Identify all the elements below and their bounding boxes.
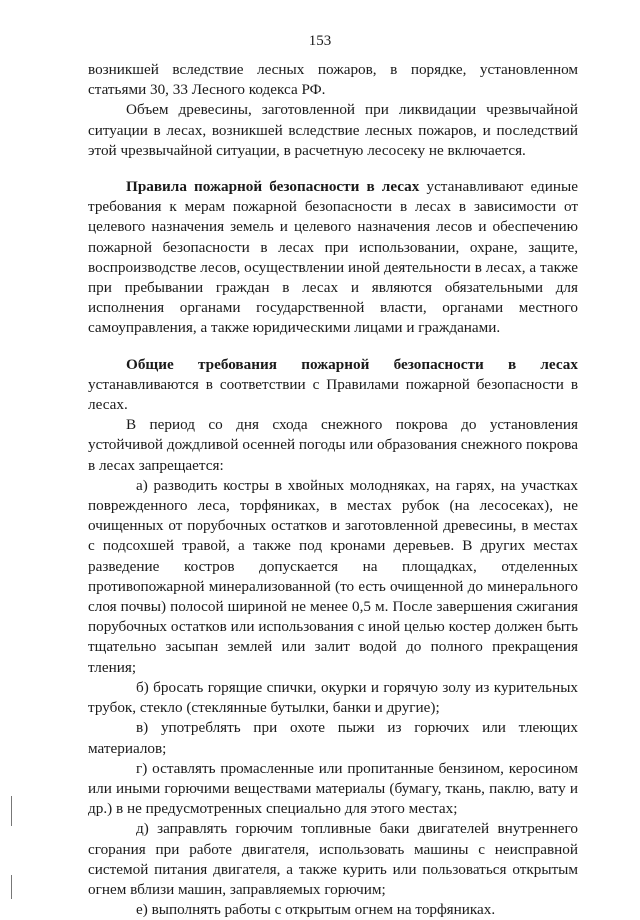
- paragraph: устанавливаются в соответствии с Правилами пожарной безопасности в лесах.: [88, 375, 578, 414]
- list-item: г) оставлять промасленные или пропитанные бензином, керосином или иными горючими веществами материалы (бумагу, ткань, паклю, вату и др.) в не предусмотренных специально для этого местах;: [88, 759, 578, 818]
- heading-word: лесах: [540, 355, 578, 373]
- heading-word: пожарной: [301, 355, 370, 373]
- page-body: [88, 60, 578, 920]
- heading-word: Общие: [126, 355, 174, 373]
- scan-margin-mark: [11, 796, 12, 826]
- list-item: д) заправлять горючим топливные баки двигателей внутреннего сгорания при работе двигателя, использовать машины с неисправной системой питания двигателя, а также курить или пользоваться открытым огнем вблизи машин, заправляемых горючим;: [88, 820, 578, 898]
- bold-term: Правила пожарной безопасности в лесах: [126, 178, 420, 196]
- list-item: в) употреблять при охоте пыжи из горючих или тлеющих материалов;: [88, 719, 578, 757]
- heading-word: в: [507, 355, 517, 373]
- paragraph-text: устанавливают единые требования к мерам пожарной безопасности в лесах в зависимости от целевого назначения земель и целевого назначения лесов и обеспечению пожарной безопасности в лесах при использовании, охране, защите, воспроизводстве лесов, осуществлении иной деятельности в лесах, а также при пребывании граждан в лесах и являются обязательными для исполнения органами государственной власти, органами местного самоуправления, а также юридическими лицами и гражданами.: [88, 178, 578, 337]
- list-item: е) выполнять работы с открытым огнем на торфяниках.: [136, 901, 496, 919]
- heading-word: требования: [197, 355, 277, 373]
- list-item: б) бросать горящие спички, окурки и горячую золу из курительных трубок, стекло (стеклянные бутылки, банки и другие);: [88, 678, 578, 717]
- paragraph-fire-safety-rules: [88, 177, 578, 339]
- paragraph: Объем древесины, заготовленной при ликвидации чрезвычайной ситуации в лесах, возникшей вследствие лесных пожаров, и последствий этой чрезвычайной ситуации, в расчетную лесосеку не включается.: [88, 101, 578, 159]
- heading-word: безопасности: [393, 355, 484, 373]
- paragraph: В период со дня схода снежного покрова до установления устойчивой дождливой осенней погоды или образования снежного покрова в лесах запрещается:: [88, 416, 578, 474]
- paragraph: возникшей вследствие лесных пожаров, в порядке, установленном статьями 30, 33 Лесного кодекса РФ.: [88, 61, 578, 99]
- page-number: 153: [308, 33, 332, 49]
- scan-margin-mark: [11, 875, 12, 899]
- section-heading: [88, 355, 578, 375]
- list-item: а) разводить костры в хвойных молодняках, на гарях, на участках поврежденного леса, торфяниках, в местах рубок (на лесосеках), не очищенных от порубочных остатков и заготовленной древесины, в местах с подсохшей травой, а также под кронами деревьев. В других местах разведение костров допускается на площадках, отделенных противопожарной минерализованной (то есть очищенной до минерального слоя почвы) полосой шириной не менее 0,5 м. После завершения сжигания порубочных остатков или использования с иной целью костер должен быть тщательно засыпан землей или залит водой до полного прекращения тления;: [88, 476, 578, 676]
